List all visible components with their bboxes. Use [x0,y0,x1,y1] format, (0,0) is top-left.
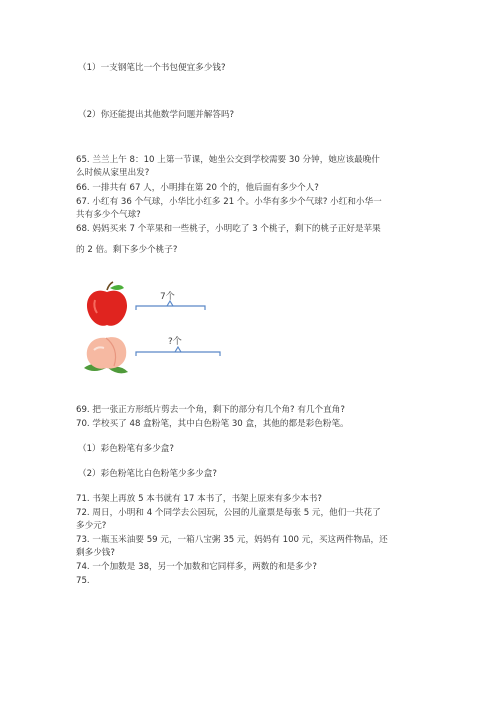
q72-line2: 多少元? [76,521,107,531]
q72-line1: 72. 周日，小明和 4 个同学去公园玩，公园的儿童票是每张 5 元，他们一共花了 [76,508,381,518]
q74: 74. 一个加数是 38，另一个加数和它同样多，两数的和是多少? [76,562,317,572]
peach-count-label: ?个 [168,337,182,347]
q73-line2: 剩多少钱? [76,548,115,558]
q67-line2: 共有多少个气球? [76,210,141,220]
q71: 71. 书架上再放 5 本书就有 17 本书了，书架上原来有多少本书? [76,494,322,504]
q69: 69. 把一张正方形纸片剪去一个角，剩下的部分有几个角? 有几个直角? [76,405,345,415]
q75: 75. [76,576,90,586]
q64-sub1: （1）一支钢笔比一个书包便宜多少钱? [78,63,226,73]
q65-line2: 么时候从家里出发? [76,168,150,178]
q67-line1: 67. 小红有 36 个气球，小华比小红多 21 个。小华有多少个气球? 小红和小华一 [76,197,382,207]
fruit-diagram [80,280,240,380]
apple-count-label: 7个 [160,292,175,302]
q68-line1: 68. 妈妈买来 7 个苹果和一些桃子，小明吃了 3 个桃子，剩下的桃子正好是苹果 [76,224,381,234]
apple-peach-figure [80,280,240,380]
q64-sub2: （2）你还能提出其他数学问题并解答吗? [78,110,235,120]
q70: 70. 学校买了 48 盒粉笔，其中白色粉笔 30 盒，其他的都是彩色粉笔。 [76,419,349,429]
q70-sub2: （2）彩色粉笔比白色粉笔少多少盒? [78,469,217,479]
q65-line1: 65. 兰兰上午 8：10 上第一节课，她坐公交到学校需要 30 分钟，她应该最晚什 [76,155,380,165]
q73-line1: 73. 一瓶玉米油要 59 元，一箱八宝粥 35 元，妈妈有 100 元，买这两件物品，还 [76,535,388,545]
apple-icon [87,282,127,326]
q68-line2: 的 2 倍。剩下多少个桃子? [76,245,178,255]
q70-sub1: （1）彩色粉笔有多少盒? [78,444,174,454]
q66: 66. 一排共有 67 人，小明排在第 20 个的，他后面有多少个人? [76,183,319,193]
peach-icon [84,337,128,373]
